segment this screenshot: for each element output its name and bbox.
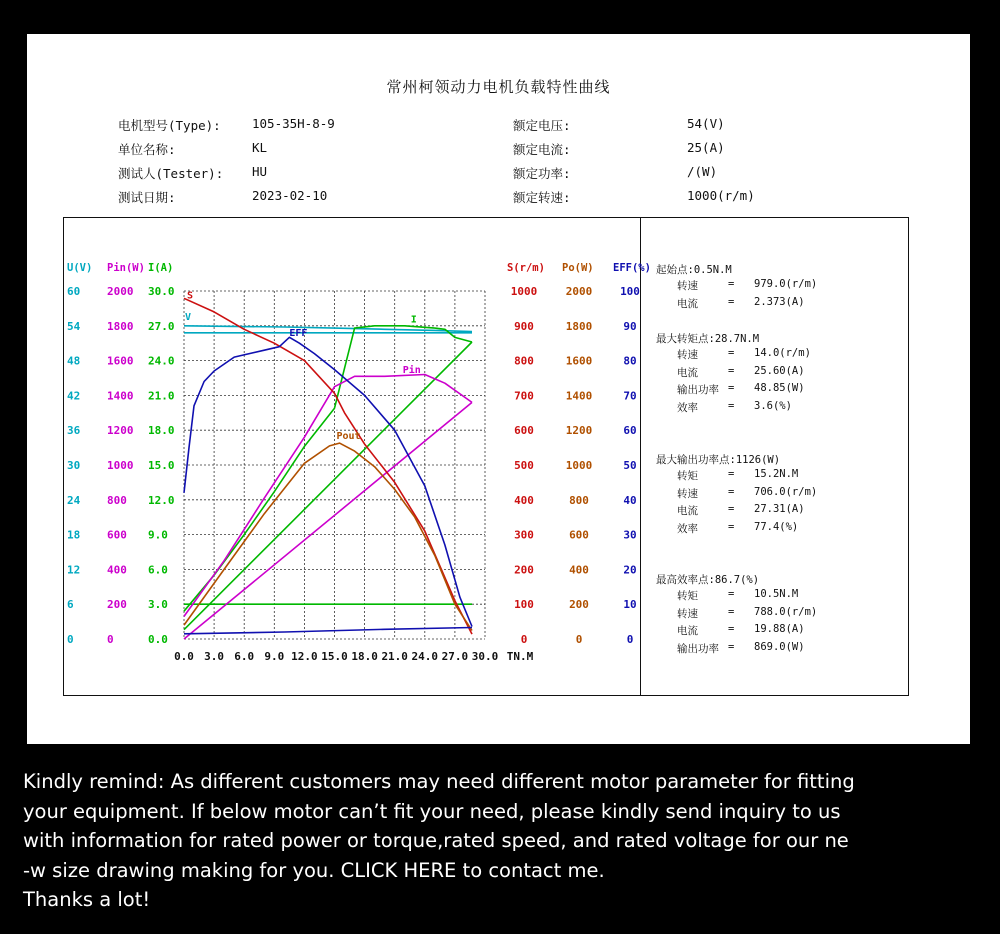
key-point-equals: = xyxy=(728,364,735,377)
y-tick-label-right: 300 xyxy=(514,528,534,542)
x-tick-label: 3.0 xyxy=(204,650,225,663)
note-line: with information for rated power or torque,rated speed, and rated voltage for our ne xyxy=(23,829,849,852)
y-tick-label-left: 1400 xyxy=(107,389,134,403)
y-tick-label-right: 0 xyxy=(520,633,528,646)
y-tick-label-right: 200 xyxy=(569,598,589,612)
key-point-label: 效率 xyxy=(677,401,698,414)
y-tick-label-left: 30.0 xyxy=(148,285,175,298)
info-label-type: 电机型号(Type): xyxy=(118,118,221,133)
key-point-label: 转速 xyxy=(677,280,698,292)
series-s-line xyxy=(184,298,472,634)
series-label-pin: Pin xyxy=(402,364,421,376)
x-tick-label: 21.0 xyxy=(381,650,408,663)
y-tick-label-left: 27.0 xyxy=(148,319,175,333)
y-tick-label-right: 20 xyxy=(623,563,637,577)
load-characteristic-chart xyxy=(27,34,970,744)
key-point-equals: = xyxy=(728,278,735,290)
y-tick-label-left: 2000 xyxy=(107,285,134,298)
y-tick-label-right: 700 xyxy=(514,389,534,403)
info-label-unit: 单位名称: xyxy=(118,142,176,157)
y-tick-label-left: 18 xyxy=(67,528,81,542)
y-tick-label-left: 12 xyxy=(67,563,81,577)
key-point-equals: = xyxy=(728,588,735,600)
y-tick-label-left: 21.0 xyxy=(148,389,175,403)
x-tick-label: 15.0 xyxy=(321,650,348,663)
info-value-rated-current: 25(A) xyxy=(687,140,725,155)
y-tick-label-left: 15.0 xyxy=(148,459,175,472)
y-tick-label-right: 800 xyxy=(514,354,534,368)
info-value-type: 105-35H-8-9 xyxy=(252,116,335,131)
y-tick-label-left: 1200 xyxy=(107,424,134,438)
y-tick-label-left: 54 xyxy=(67,319,81,333)
key-point-title: 起始点:0.5N.M xyxy=(656,264,732,276)
y-tick-label-left: 30 xyxy=(67,459,81,472)
key-point-value: 77.4(%) xyxy=(754,520,799,533)
key-point-label: 转矩 xyxy=(677,470,698,482)
y-tick-label-right: 2000 xyxy=(565,285,593,298)
key-point-label: 转速 xyxy=(677,349,698,361)
key-point-label: 输出功率 xyxy=(677,642,719,655)
y-axis-header-left: U(V) xyxy=(67,262,93,274)
key-point-title: 最大输出功率点:1126(W) xyxy=(656,454,781,466)
key-point-value: 25.60(A) xyxy=(754,364,805,377)
key-point-label: 电流 xyxy=(677,625,698,637)
y-tick-label-right: 0 xyxy=(575,633,583,646)
key-point-value: 10.5N.M xyxy=(754,588,799,600)
key-point-value: 19.88(A) xyxy=(754,623,805,635)
y-tick-label-right: 1800 xyxy=(565,319,593,333)
info-label-rated-voltage: 额定电压: xyxy=(513,118,571,133)
y-tick-label-left: 60 xyxy=(67,285,81,298)
key-point-value: 788.0(r/m) xyxy=(754,605,818,618)
y-tick-label-right: 40 xyxy=(623,493,637,507)
key-point-title: 最高效率点:86.7(%) xyxy=(656,574,760,586)
y-tick-label-right: 1400 xyxy=(565,389,593,403)
info-value-rated-speed: 1000(r/m) xyxy=(687,188,755,203)
y-tick-label-right: 50 xyxy=(623,459,637,472)
info-value-rated-power: /(W) xyxy=(687,164,718,179)
y-tick-label-right: 10 xyxy=(623,598,637,612)
info-label-date: 测试日期: xyxy=(118,190,176,205)
key-point-equals: = xyxy=(728,347,735,359)
key-point-label: 电流 xyxy=(677,366,698,379)
y-axis-header-right: EFF(%) xyxy=(613,262,651,274)
y-tick-label-left: 24.0 xyxy=(148,354,175,368)
key-point-label: 效率 xyxy=(677,522,698,535)
info-label-rated-current: 额定电流: xyxy=(513,142,571,157)
y-tick-label-right: 900 xyxy=(514,319,534,333)
y-axis-header-left: Pin(W) xyxy=(107,262,145,274)
note-line: Kindly remind: As different customers may need different motor parameter for fitting xyxy=(23,770,855,793)
y-tick-label-right: 800 xyxy=(569,493,589,507)
y-tick-label-right: 100 xyxy=(514,598,534,612)
series-eff-line-secondary xyxy=(184,628,472,634)
y-tick-label-left: 600 xyxy=(107,528,127,542)
key-point-value: 706.0(r/m) xyxy=(754,485,818,498)
key-point-equals: = xyxy=(728,485,735,498)
key-point-equals: = xyxy=(728,382,735,394)
info-label-tester: 测试人(Tester): xyxy=(118,166,224,181)
series-i-line xyxy=(184,326,472,611)
customer-note[interactable] xyxy=(23,767,988,915)
key-point-value: 14.0(r/m) xyxy=(754,347,811,359)
key-point-label: 输出功率 xyxy=(677,384,719,396)
y-tick-label-left: 18.0 xyxy=(148,424,175,438)
info-label-rated-speed: 额定转速: xyxy=(513,190,571,205)
y-tick-label-left: 0 xyxy=(107,633,114,646)
key-point-label: 电流 xyxy=(677,297,698,310)
series-v-line xyxy=(184,326,472,332)
x-tick-label: 24.0 xyxy=(411,650,439,663)
info-value-date: 2023-02-10 xyxy=(252,188,328,203)
y-tick-label-right: 200 xyxy=(514,563,534,577)
y-axis-header-right: Po(W) xyxy=(562,262,594,274)
x-tick-label: 6.0 xyxy=(234,650,255,663)
key-point-equals: = xyxy=(728,295,735,308)
key-point-equals: = xyxy=(728,503,735,515)
key-point-equals: = xyxy=(728,399,735,412)
key-point-equals: = xyxy=(728,605,735,618)
key-point-label: 转矩 xyxy=(677,590,698,602)
y-tick-label-right: 600 xyxy=(569,528,589,542)
y-tick-label-right: 600 xyxy=(514,424,534,438)
key-point-value: 15.2N.M xyxy=(754,468,799,480)
key-point-label: 电流 xyxy=(677,505,698,517)
y-tick-label-left: 42 xyxy=(67,389,81,403)
info-label-rated-power: 额定功率: xyxy=(513,166,571,181)
y-tick-label-left: 1800 xyxy=(107,319,134,333)
x-tick-label: 27.0 xyxy=(441,650,469,663)
x-tick-label: 12.0 xyxy=(291,650,318,663)
series-label-i: I xyxy=(410,314,417,326)
key-point-value: 3.6(%) xyxy=(754,399,792,412)
y-tick-label-right: 0 xyxy=(626,633,634,646)
series-label-eff: EFF xyxy=(289,328,308,340)
key-point-equals: = xyxy=(728,623,735,635)
y-tick-label-right: 400 xyxy=(569,563,589,577)
x-tick-label: 9.0 xyxy=(264,650,285,663)
key-point-label: 转速 xyxy=(677,487,698,500)
key-point-equals: = xyxy=(728,520,735,533)
y-tick-label-right: 1600 xyxy=(565,354,593,368)
y-tick-label-left: 200 xyxy=(107,598,127,612)
y-tick-label-right: 30 xyxy=(623,528,637,542)
key-point-value: 979.0(r/m) xyxy=(754,278,818,290)
y-tick-label-left: 6.0 xyxy=(148,563,168,577)
x-axis-label: TN.M xyxy=(506,650,534,663)
y-tick-label-right: 400 xyxy=(514,493,534,507)
series-label-pout: Pout xyxy=(336,430,361,442)
y-tick-label-left: 1600 xyxy=(107,354,134,368)
y-tick-label-right: 80 xyxy=(623,354,637,368)
info-value-tester: HU xyxy=(252,164,268,179)
note-line: your equipment. If below motor can’t fit your need, please kindly send inquiry to us xyxy=(23,799,841,823)
y-tick-label-left: 0.0 xyxy=(148,633,168,646)
y-tick-label-right: 1000 xyxy=(565,459,593,472)
key-point-value: 869.0(W) xyxy=(754,640,805,653)
y-tick-label-left: 12.0 xyxy=(148,493,175,507)
y-tick-label-left: 0 xyxy=(67,633,74,646)
y-tick-label-right: 60 xyxy=(623,424,637,438)
y-tick-label-right: 100 xyxy=(620,285,640,298)
y-tick-label-left: 400 xyxy=(107,563,127,577)
x-tick-label: 18.0 xyxy=(351,650,378,663)
x-tick-label: 30.0 xyxy=(471,650,499,663)
y-tick-label-left: 1000 xyxy=(107,459,134,472)
info-value-rated-voltage: 54(V) xyxy=(687,116,725,131)
key-point-title: 最大转矩点:28.7N.M xyxy=(656,333,760,345)
y-tick-label-right: 70 xyxy=(623,389,637,403)
characteristic-sheet xyxy=(27,34,970,744)
x-tick-label: 0.0 xyxy=(174,650,194,663)
y-tick-label-left: 6 xyxy=(67,598,74,612)
y-tick-label-right: 1000 xyxy=(510,285,538,298)
y-tick-label-right: 1200 xyxy=(565,424,593,438)
y-tick-label-left: 48 xyxy=(67,354,81,368)
y-axis-header-right: S(r/m) xyxy=(507,262,545,274)
y-tick-label-right: 500 xyxy=(514,459,534,472)
series-label-v: V xyxy=(185,312,192,323)
note-line: -w size drawing making for you. CLICK HERE to contact me. xyxy=(23,858,605,882)
key-point-value: 27.31(A) xyxy=(754,503,805,515)
y-tick-label-left: 24 xyxy=(67,493,81,507)
series-eff-line xyxy=(184,337,472,626)
series-label-s: S xyxy=(187,290,194,302)
y-tick-label-left: 9.0 xyxy=(148,528,168,542)
note-line: Thanks a lot! xyxy=(23,888,151,911)
y-axis-header-left: I(A) xyxy=(148,262,174,274)
key-point-equals: = xyxy=(728,640,735,653)
y-tick-label-left: 800 xyxy=(107,493,127,507)
page-title: 常州柯领动力电机负载特性曲线 xyxy=(386,78,611,96)
key-point-value: 2.373(A) xyxy=(754,295,805,308)
y-tick-label-left: 3.0 xyxy=(148,598,168,612)
key-point-equals: = xyxy=(728,468,735,480)
y-tick-label-right: 90 xyxy=(623,319,637,333)
key-point-label: 转速 xyxy=(677,607,698,620)
series-pout-line xyxy=(184,443,472,630)
key-point-value: 48.85(W) xyxy=(754,382,805,394)
info-value-unit: KL xyxy=(252,140,268,155)
y-tick-label-left: 36 xyxy=(67,424,81,438)
